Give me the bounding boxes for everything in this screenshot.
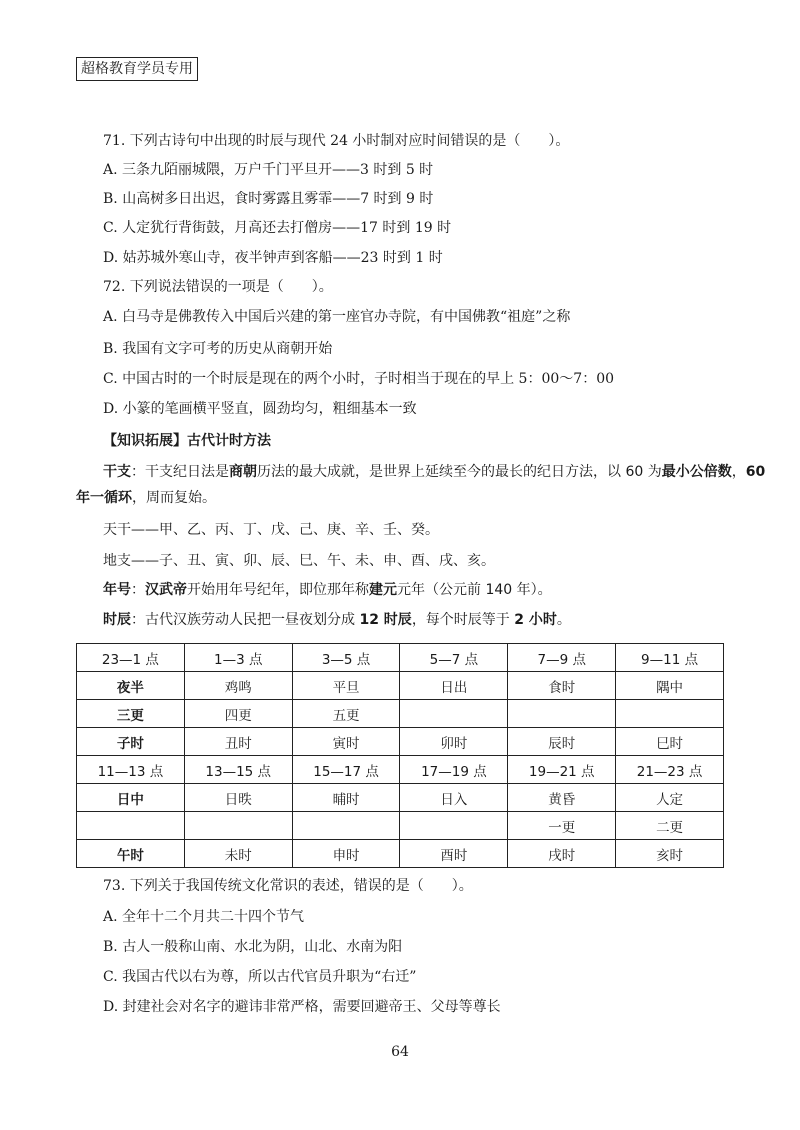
ganzhi-bold-2: 最小公倍数 xyxy=(661,464,732,480)
shichen-paragraph xyxy=(103,610,571,630)
table-cell: 11—13 点 xyxy=(77,756,185,784)
table-cell: 人定 xyxy=(616,784,724,812)
ganzhi-label: 干支 xyxy=(103,464,131,480)
table-cell: 鸡鸣 xyxy=(184,672,292,700)
table-cell: 二更 xyxy=(616,812,724,840)
table-row xyxy=(77,812,724,840)
table-row xyxy=(77,756,724,784)
table-cell: 21—23 点 xyxy=(616,756,724,784)
table-row xyxy=(77,700,724,728)
shichen-text-3: 。 xyxy=(556,612,571,628)
nianhao-text-3: 元年（公元前 140 年）。 xyxy=(397,582,552,598)
dizhi-line: 地支——子、丑、寅、卯、辰、巳、午、未、申、酉、戌、亥。 xyxy=(103,553,495,569)
table-cell: 隅中 xyxy=(616,672,724,700)
q73-option-c: C. 我国古代以右为尊，所以古代官员升职为“右迁” xyxy=(103,969,417,985)
ganzhi-bold-3b: 年一循环 xyxy=(76,490,132,506)
header-label: 超格教育学员专用 xyxy=(76,57,198,81)
ganzhi-bold-3a: 60 xyxy=(745,464,766,480)
tiangan-line: 天干——甲、乙、丙、丁、戊、己、庚、辛、壬、癸。 xyxy=(103,522,439,538)
page-number: 64 xyxy=(391,1044,409,1060)
table-cell xyxy=(77,812,185,840)
shichen-table xyxy=(76,643,724,868)
table-cell: 辰时 xyxy=(508,728,616,756)
q72-option-d: D. 小篆的笔画横平竖直，圆劲均匀，粗细基本一致 xyxy=(103,401,417,417)
table-row xyxy=(77,728,724,756)
table-row xyxy=(77,644,724,672)
q73-option-d: D. 封建社会对名字的避讳非常严格，需要回避帝王、父母等尊长 xyxy=(103,999,501,1015)
q72-option-b: B. 我国有文字可考的历史从商朝开始 xyxy=(103,341,333,357)
table-cell: 7—9 点 xyxy=(508,644,616,672)
table-cell xyxy=(292,812,400,840)
ganzhi-paragraph xyxy=(103,462,765,482)
shichen-bold-1: 12 时辰 xyxy=(359,612,412,628)
table-cell: 13—15 点 xyxy=(184,756,292,784)
table-cell: 1—3 点 xyxy=(184,644,292,672)
table-cell: 亥时 xyxy=(616,840,724,868)
q72-option-c: C. 中国古时的一个时辰是现在的两个小时，子时相当于现在的早上 5：00～7：00 xyxy=(103,371,615,387)
table-cell: 9—11 点 xyxy=(616,644,724,672)
table-cell xyxy=(184,812,292,840)
table-cell xyxy=(400,700,508,728)
table-cell: 未时 xyxy=(184,840,292,868)
ganzhi-text-4: ，周而复始。 xyxy=(132,490,216,506)
table-cell: 5—7 点 xyxy=(400,644,508,672)
table-cell: 19—21 点 xyxy=(508,756,616,784)
table-cell: 日中 xyxy=(77,784,185,812)
q73-stem: 73. 下列关于我国传统文化常识的表述，错误的是（ ）。 xyxy=(103,878,473,894)
table-cell: 日昳 xyxy=(184,784,292,812)
table-cell: 平旦 xyxy=(292,672,400,700)
table-cell: 五更 xyxy=(292,700,400,728)
nianhao-text-2: 开始用年号纪年，即位那年称 xyxy=(187,582,369,598)
table-row xyxy=(77,672,724,700)
table-cell: 夜半 xyxy=(77,672,185,700)
table-cell: 23—1 点 xyxy=(77,644,185,672)
nianhao-bold-1: 汉武帝 xyxy=(145,582,187,598)
knowledge-title: 【知识拓展】古代计时方法 xyxy=(103,433,271,449)
table-cell: 3—5 点 xyxy=(292,644,400,672)
ganzhi-paragraph-cont xyxy=(76,488,216,508)
nianhao-bold-2: 建元 xyxy=(369,582,397,598)
table-cell: 三更 xyxy=(77,700,185,728)
table-row xyxy=(77,840,724,868)
nianhao-text-1: ： xyxy=(131,582,145,598)
table-cell: 戌时 xyxy=(508,840,616,868)
q71-option-c: C. 人定犹行背街鼓，月高还去打僧房——17 时到 19 时 xyxy=(103,220,452,236)
table-cell: 寅时 xyxy=(292,728,400,756)
table-cell: 卯时 xyxy=(400,728,508,756)
table-cell: 四更 xyxy=(184,700,292,728)
q72-option-a: A. 白马寺是佛教传入中国后兴建的第一座官办寺院，有中国佛教“祖庭”之称 xyxy=(103,309,571,325)
q72-stem: 72. 下列说法错误的一项是（ ）。 xyxy=(103,279,333,295)
shichen-label: 时辰 xyxy=(103,612,131,628)
table-cell: 午时 xyxy=(77,840,185,868)
table-cell xyxy=(508,700,616,728)
table-cell: 日出 xyxy=(400,672,508,700)
table-row xyxy=(77,784,724,812)
shichen-bold-2: 2 小时 xyxy=(514,612,557,628)
table-cell: 酉时 xyxy=(400,840,508,868)
table-cell: 子时 xyxy=(77,728,185,756)
table-cell xyxy=(400,812,508,840)
q71-stem: 71. 下列古诗句中出现的时辰与现代 24 小时制对应时间错误的是（ ）。 xyxy=(103,133,570,149)
table-cell: 一更 xyxy=(508,812,616,840)
ganzhi-text-3: ， xyxy=(731,464,746,480)
q73-option-b: B. 古人一般称山南、水北为阴，山北、水南为阳 xyxy=(103,939,403,955)
table-cell: 巳时 xyxy=(616,728,724,756)
q73-option-a: A. 全年十二个月共二十四个节气 xyxy=(103,909,305,925)
nianhao-label: 年号 xyxy=(103,582,131,598)
table-cell: 15—17 点 xyxy=(292,756,400,784)
shichen-text-2: ，每个时辰等于 xyxy=(411,612,515,628)
ganzhi-bold-1: 商朝 xyxy=(229,464,257,480)
table-cell: 丑时 xyxy=(184,728,292,756)
table-cell: 17—19 点 xyxy=(400,756,508,784)
table-cell: 申时 xyxy=(292,840,400,868)
shichen-text-1: ：古代汉族劳动人民把一昼夜划分成 xyxy=(131,612,360,628)
table-cell: 食时 xyxy=(508,672,616,700)
q71-option-a: A. 三条九陌丽城隈，万户千门平旦开——3 时到 5 时 xyxy=(103,162,434,178)
nianhao-paragraph xyxy=(103,580,552,600)
q71-option-d: D. 姑苏城外寒山寺，夜半钟声到客船——23 时到 1 时 xyxy=(103,250,443,266)
ganzhi-text-2: 历法的最大成就，是世界上延续至今的最长的纪日方法，以 60 为 xyxy=(257,464,662,480)
table-cell: 日入 xyxy=(400,784,508,812)
table-cell xyxy=(616,700,724,728)
table-cell: 晡时 xyxy=(292,784,400,812)
q71-option-b: B. 山高树多日出迟，食时雾露且雾霏——7 时到 9 时 xyxy=(103,191,434,207)
ganzhi-text-1: ：干支纪日法是 xyxy=(131,464,229,480)
table-cell: 黄昏 xyxy=(508,784,616,812)
